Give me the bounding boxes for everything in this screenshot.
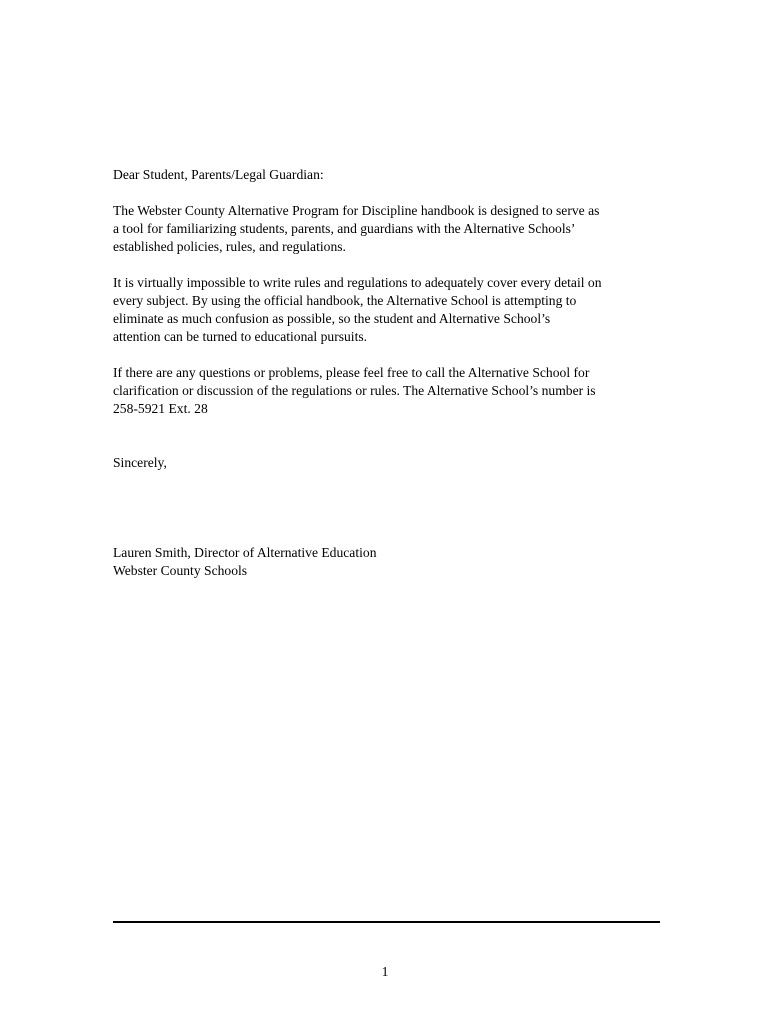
paragraph-line: every subject. By using the official handbook, the Alternative School is attempting to (113, 293, 577, 308)
paragraph-contact (113, 364, 663, 418)
signature-block (113, 544, 663, 580)
letter-closing: Sincerely, (113, 455, 167, 470)
footer-divider (113, 921, 660, 923)
signature-name-title: Lauren Smith, Director of Alternative Education (113, 545, 377, 560)
paragraph-line: 258-5921 Ext. 28 (113, 401, 208, 416)
letter-salutation: Dear Student, Parents/Legal Guardian: (113, 167, 324, 182)
paragraph-line: eliminate as much confusion as possible, so the student and Alternative School’s (113, 311, 551, 326)
paragraph-rules-coverage (113, 274, 663, 346)
paragraph-line: attention can be turned to educational pursuits. (113, 329, 368, 344)
paragraph-line: If there are any questions or problems, please feel free to call the Alternative School for (113, 365, 590, 380)
signature-organization: Webster County Schools (113, 563, 248, 578)
paragraph-line: clarification or discussion of the regulations or rules. The Alternative School’s number is (113, 383, 596, 398)
paragraph-line: a tool for familiarizing students, parents, and guardians with the Alternative Schools’ (113, 221, 576, 236)
paragraph-handbook-purpose (113, 202, 663, 256)
letter-body (113, 166, 663, 580)
paragraph-line: The Webster County Alternative Program for Discipline handbook is designed to serve as (113, 203, 600, 218)
paragraph-line: It is virtually impossible to write rules and regulations to adequately cover every detail on (113, 275, 602, 290)
page-number: 1 (381, 964, 389, 979)
paragraph-line: established policies, rules, and regulations. (113, 239, 346, 254)
